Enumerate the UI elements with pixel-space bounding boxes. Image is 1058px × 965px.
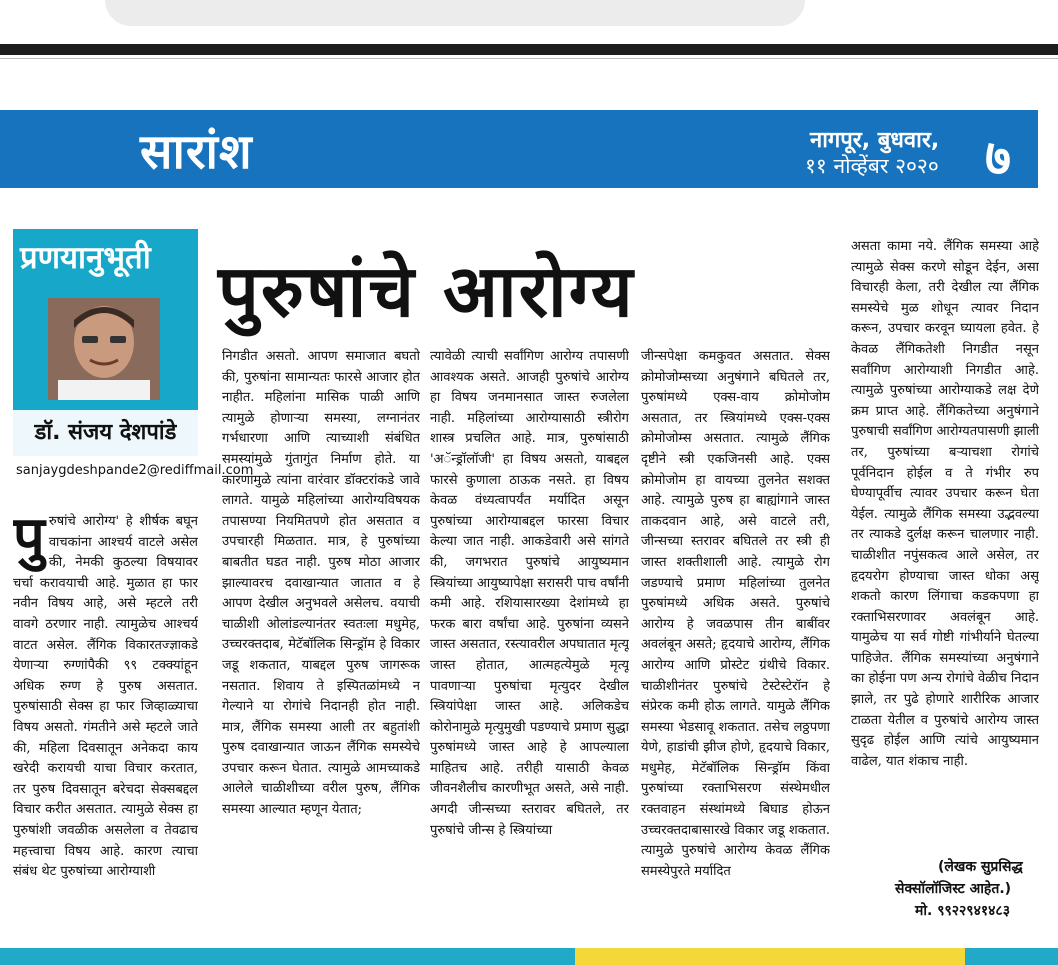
author-phone: मो. ९९२२९४१४८३ bbox=[915, 903, 1010, 919]
column-1-text: रुषांचे आरोग्य' हे शीर्षक बघून वाचकांना आश्चर्य वाटले असेल की, नेमकी कुठल्या विषयावर चर्चा करावयाची आहे. मुळात हा फार नवीन विषय आहे, असे म्हटले तरी वावगे ठरणार नाही. त्यामुळेच आश्चर्य वाटत असेल. लैंगिक विकारतज्ज्ञाकडे येणाऱ्या रुग्णांपैकी ९९ टक्क्यांहून अधिक रुग्ण हे पुरुष असतात. पुरुषांसाठी सेक्स हा फार जिव्हाळ्याचा विषय असतो. गंमतीने असे म्हटले जाते की, महिला दिवसातून अनेकदा काय खरेदी करायची याचा विचार करतात, तर पुरुष दिवसातून बरेचदा सेक्सबद्दल विचार करीत असतात. त्यामुळे सेक्स हा पुरुषांशी जवळीक असलेला व तेवढाच महत्त्वाचा विषय आहे. कारण त्याचा संबंध थेट पुरुषांच्या आरोग्याशी bbox=[13, 514, 198, 880]
author-credit-line-2: सेक्सॉलॉजिस्ट आहेत.) bbox=[895, 881, 1012, 897]
bottom-yellow-band bbox=[575, 948, 965, 965]
issue-date: ११ नोव्हेंबर २०२० bbox=[805, 154, 939, 178]
top-dark-bar bbox=[0, 44, 1058, 55]
author-credit-line-1: (लेखक सुप्रसिद्ध bbox=[938, 859, 1023, 875]
author-name: डॉ. संजय देशपांडे bbox=[13, 410, 198, 456]
author-photo bbox=[48, 298, 160, 400]
article-column-2: निगडीत असतो. आपण समाजात बघतो की, पुरुषांना सामान्यतः फारसे आजार होत नाहीत. महिलांना मासिक पाळी आणि त्यामुळे होणाऱ्या समस्या, लग्नानंतर गर्भधारणा आणि त्याच्याशी संबंधित समस्यांमुळे गुंतागुंत निर्माण होते. या कारणांमुळे त्यांना वारंवार डॉक्टरांकडे जावे लागते. यामुळे महिलांच्या आरोग्यविषयक तपासण्या नियमितपणे होत असतात व उपचारही मिळतात. मात्र, हे पुरुषांच्या बाबतीत घडत नाही. पुरुष मोठा आजार झाल्यावरच दवाखान्यात जातात व हे आपण देखील अनुभवले असेलच. वयाची चाळीशी ओलांडल्यानंतर स्वतःला मधुमेह, उच्चरक्तदाब, मेटॅबॉलिक सिन्ड्रॉम हे विकार जडू शकतात, याबद्दल पुरुष जागरूक नसतात. शिवाय ते इस्पितळांमध्ये न गेल्याने या रोगांचे निदानही होत नाही. मात्र, लैंगिक समस्या आली तर बहुतांशी पुरुष दवाखान्यात जाऊन लैंगिक समस्येचे उपचार करून घेतात. त्यामुळे आमच्याकडे आलेले चाळीशीच्या वरील पुरुष, लैंगिक समस्या आल्यात म्हणून येतात; bbox=[222, 349, 420, 818]
top-rounded-bar bbox=[105, 0, 805, 26]
article-column-3: त्यावेळी त्याची सर्वांगिण आरोग्य तपासणी आवश्यक असते. आजही पुरुषांचे आरोग्य हा विषय जनमानसात जास्त रुजलेला नाही. महिलांच्या आरोग्यासाठी स्त्रीरोग शास्त्र प्रचलित आहे. मात्र, पुरुषांसाठी 'अॅन्ड्रॉलॉजी' हा विषय असतो, याबद्दल फारसे कुणाला ठाऊक नसते. हा विषय केवळ वंध्यत्वापर्यंत मर्यादित असून पुरुषांच्या आरोग्याबद्दल फारसा विचार केल्या जात नाही. आकडेवारी असे सांगते की, जगभरात पुरुषांचे आयुष्यमान स्त्रियांच्या आयुष्यापेक्षा सरासरी पाच वर्षांनी कमी आहे. रशियासारख्या देशांमध्ये हा फरक बारा वर्षांचा आहे. पुरुषांना व्यसने जास्त असतात, रस्त्यावरील अपघातात मृत्यू जास्त होतात, आत्महत्येमुळे मृत्यू पावणाऱ्या पुरुषांचा मृत्युदर देखील स्त्रियांपेक्षा जास्त आहे. अलिकडेच कोरोनामुळे मृत्युमुखी पडण्याचे प्रमाण सुद्धा पुरुषांमध्ये जास्त आहे हे आपल्याला माहितच आहे. तरीही यासाठी केवळ जीवनशैलीच कारणीभूत असते, असे नाही. अगदी जीन्सच्या स्तरावर बघितले, तर पुरुषांचे जीन्स हे स्त्रियांच्या bbox=[430, 349, 629, 838]
author-portrait-icon bbox=[48, 298, 160, 400]
page-number: ७ bbox=[985, 129, 1011, 187]
author-email: sanjaygdeshpande2@rediffmail.com bbox=[16, 463, 254, 478]
article-column-1 bbox=[13, 512, 198, 922]
article-column-4: जीन्सपेक्षा कमकुवत असतात. सेक्स क्रोमोजोम्सच्या अनुषंगाने बघितले तर, पुरुषांमध्ये एक्स-वाय क्रोमोजोम असतात, तर स्त्रियांमध्ये एक्स-एक्स क्रोमोजोम्स असतात. त्यामुळे लैंगिक दृष्टीने स्त्री एकजिनसी आहे. एक्स क्रोमोजोम हा वायच्या तुलनेत सशक्त आहे. त्यामुळे पुरुष हा बाह्यांगाने जास्त ताकदवान आहे, असे वाटले तरी, जीन्सच्या स्तरावर बघितले तर स्त्री ही जास्त शक्तीशाली आहे. त्यामुळे रोग जडण्याचे प्रमाण महिलांच्या तुलनेत पुरुषांमध्ये अधिक असते. पुरुषांचे आरोग्य हे जवळपास तीन बाबींवर अवलंबून असते; हृदयाचे आरोग्य, लैंगिक आरोग्य आणि प्रोस्टेट ग्रंथीचे विकार. चाळीशीनंतर पुरुषांचे टेस्टेस्टेरॉन हे संप्रेरक कमी होऊ लागते. यामुळे लैंगिक समस्या भेडसावू शकतात. तसेच लठ्ठपणा येणे, हाडांची झीज होणे, हृदयाचे विकार, मधुमेह, मेटॅबॉलिक सिन्ड्रॉम किंवा पुरुषांच्या रक्ताभिसरण संस्थेमधील रक्तवाहन संस्थांमध्ये बिघाड होऊन उच्चरक्तदाबासारखे विकार जडू शकतात. त्यामुळे पुरुषांचे आरोग्य केवळ लैंगिक समस्येपुरते मर्यादित bbox=[641, 349, 830, 879]
place-day: नागपूर, बुधवार, bbox=[810, 128, 940, 153]
drop-cap: पु bbox=[13, 512, 45, 570]
section-title: सारांश bbox=[140, 124, 253, 180]
article-column-5: असता कामा नये. लैंगिक समस्या आहे त्यामुळे सेक्स करणे सोडून देईन, असा विचारही केला, तरी देखील त्या लैंगिक समस्येचे मुळ शोधून त्यावर निदान करून, उपचार करवून घ्यायला हवेत. हे केवळ लैंगिकतेशी निगडीत नसून सर्वांगिण आरोग्याशी निगडीत आहे. त्यामुळे पुरुषांच्या आरोग्याकडे लक्ष देणे क्रम प्राप्त आहे. लैंगिकतेच्या अनुषंगाने पुरुषाची सर्वांगिण आरोग्यतपासणी झाली तर, पुरुषांच्या बऱ्याचशा रोगांचे पूर्वनिदान होईल व ते गंभीर रुप घेण्यापूर्वीच त्यावर उपचार करून घेता येईल. त्यामुळे लैंगिक समस्या उद्भवल्या तर त्याकडे दुर्लक्ष करून चालणार नाही. चाळीशीत नपुंसकत्व आले असेल, तर हृदयरोग होण्याचा जास्त धोका असू शकतो कारण लिंगाचा कडकपणा हा रक्ताभिसरणावर अवलंबून आहे. यामुळेच या सर्व गोष्टी गांभीर्याने घेतल्या पाहिजेत. लैंगिक समस्यांच्या अनुषंगाने का होईना पण अन्य रोगांचे वेळीच निदान झाले, तर पुढे होणारे शारीरिक आजार टाळता येतील व पुरुषांचे आरोग्य जास्त सुदृढ होईल आणि त्यांचे आयुष्यमान वाढेल, यात शंकाच नाही. bbox=[851, 239, 1039, 769]
divider bbox=[0, 58, 1058, 59]
article-headline: पुरुषांचे आरोग्य bbox=[218, 249, 635, 333]
column-name: प्रणयानुभूती bbox=[20, 240, 151, 276]
